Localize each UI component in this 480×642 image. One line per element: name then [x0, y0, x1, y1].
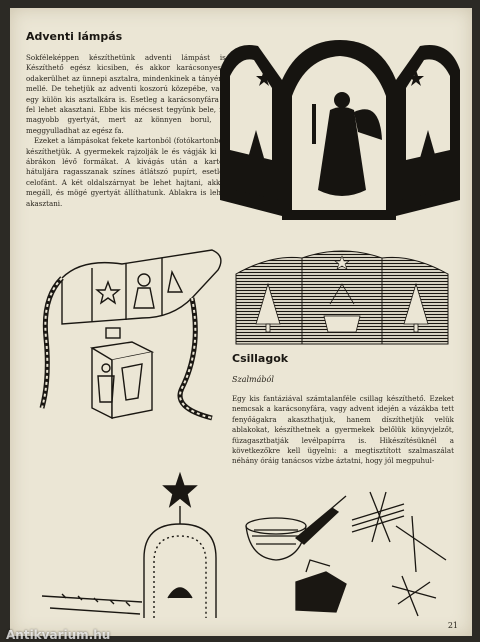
arch-lantern-illustration [232, 244, 452, 348]
lantern-section [26, 30, 228, 209]
lantern-heading: Adventi lámpás [26, 30, 228, 43]
stars-subtitle: Szalmából [232, 375, 454, 384]
page-number: 21 [448, 621, 458, 630]
lantern-paragraph-2: Ezeket a lámpásokat fekete kartonból (fotókartonból) készíthetjük. A gyermekek rajzolják le és vágják ki az ábrákon lévő formákat. A kivágás után a karton hátuljára ragasszanak színes átlátszó pupírt, esetleg celofánt. A két oldalszárnyat be lehet hajtani, akkor megáll, és mögé gyertyát állíthatunk. Ablakra is lehet akasztani. [26, 136, 228, 209]
stars-heading: Csillagok [232, 352, 454, 365]
lantern-paragraph-1: Sokféleképpen készíthetünk adventi lámpást is. Készíthető egész kicsiben, és akkor karácsonyeste odakerülhet az ünnepi asztalra, mindenkinek a tányérja mellé. De tehetjük az adventi koszorú közepébe, vagy egy külön kis asztalkára is. Esetleg a karácsonyfára is fel lehet akasztani. Ebbe kis mécsest tegyünk bele, ne magyobb gyertyát, mert az könnyen borul, és meggyulladhat az egész fa. [26, 53, 228, 136]
triptych-lantern-illustration [220, 40, 460, 226]
watermark: Antikvarium.hu [6, 628, 110, 642]
book-page [10, 8, 472, 636]
arch-star-illustration [22, 468, 222, 628]
stars-paragraph-1: Egy kis fantáziával számtalanféle csillag készíthető. Ezeket nemcsak a karácsonyfára, vagy advent idején a vázákba tett fenyőágakra akaszthatjuk, hanem díszíthetjük velük ablakokat, készíthetnek a gyermekek belőlük könyvjelzőt, füzagasztbatják levélpapírra is. Hikészítésüknél a következőkre kell ügyelni: a megtisztított szalmaszálat néhány óráig tanácsos vízbe áztatni, hogy jól megpuhul- [232, 394, 454, 467]
band-lantern-illustration [22, 238, 232, 428]
stars-section [232, 352, 454, 467]
